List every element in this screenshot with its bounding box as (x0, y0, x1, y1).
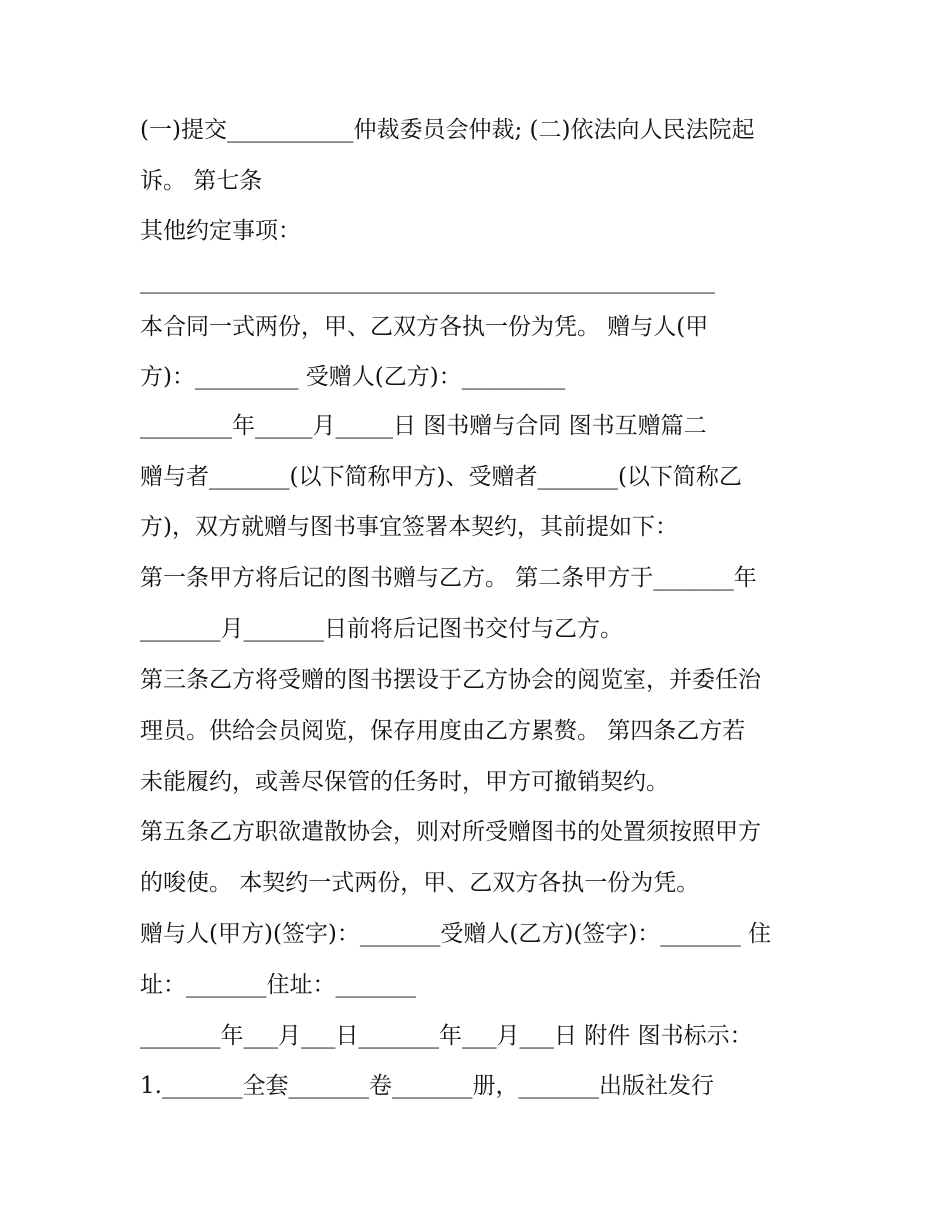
text-line-2: 诉。 第七条 (140, 168, 263, 194)
text-line-14: 未能履约，或善尽保管的任务时，甲方可撤销契约。 (140, 769, 669, 795)
text-line-16: 的唆使。 本契约一式两份，甲、乙双方各执一份为凭。 (140, 870, 700, 896)
text-line-7: ________年_____月_____日 图书赠与合同 图书互赠篇二 (140, 413, 707, 439)
text-line-1: (一)提交___________仲裁委员会仲裁; (二)依法向人民法院起 (140, 117, 755, 143)
text-line-20: 1._______全套_______卷_______册，_______出版社发行 (140, 1073, 714, 1099)
text-line-10: 第一条甲方将后记的图书赠与乙方。 第二条甲方于_______年 (140, 565, 757, 591)
text-line-8: 赠与者_______(以下简称甲方)、受赠者_______(以下简称乙 (140, 464, 742, 490)
text-line-6: 方)：_________ 受赠人(乙方)：_________ (140, 364, 566, 390)
text-line-3: 其他约定事项： (140, 218, 301, 244)
text-line-9: 方)，双方就赠与图书事宜签署本契约，其前提如下： (140, 514, 678, 540)
text-line-5: 本合同一式两份，甲、乙双方各执一份为凭。 赠与人(甲 (140, 314, 709, 340)
text-line-11: _______月_______日前将后记图书交付与乙方。 (140, 616, 623, 642)
text-line-18: 址：_______住址：_______ (140, 972, 416, 998)
text-line-17: 赠与人(甲方)(签字)：_______受赠人(乙方)(签字)：_______ 住 (140, 921, 772, 947)
text-line-13: 理员。供给会员阅览，保存用度由乙方累赘。 第四条乙方若 (140, 718, 746, 744)
text-line-12: 第三条乙方将受赠的图书摆设于乙方协会的阅览室，并委任治 (140, 667, 761, 693)
text-line-19: _______年___月___日_______年___月___日 附件 图书标示： (140, 1023, 753, 1049)
text-line-4: __________________________________________________ (140, 268, 715, 294)
text-line-15: 第五条乙方职欲遣散协会，则对所受赠图书的处置须按照甲方 (140, 819, 761, 845)
